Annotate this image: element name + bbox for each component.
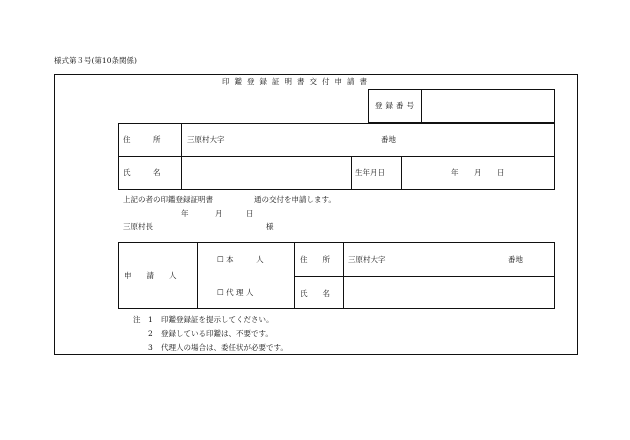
option-proxy[interactable]: ☐ 代 理 人 [217,288,254,297]
notes-header: 注 [133,315,141,324]
requester-address-label: 住 所 [300,255,330,264]
note-1-text: 印鑑登録証を提示してください。 [161,315,274,324]
statement-line1-b: 通の交付を申請します。 [254,195,336,204]
addressee-honorific: 様 [266,222,274,231]
copies-field[interactable] [221,194,251,204]
dob-day: 日 [497,168,505,177]
dob-month: 月 [474,168,482,177]
requester-address-field[interactable] [395,245,503,273]
note-1-num: 1 [148,315,153,324]
address-label: 住 所 [123,135,161,144]
requester-label: 申 請 人 [124,271,177,280]
date-year: 年 [181,209,189,218]
note-3-num: 3 [148,343,153,352]
date-month: 月 [215,209,223,218]
note-2-num: 2 [148,329,153,338]
dob-year: 年 [451,168,459,177]
requester-address-suffix: 番地 [508,255,523,264]
statement-line1-a: 上記の者の印鑑登録証明書 [123,195,213,204]
address-prefix: 三原村大字 [187,135,225,144]
note-3-text: 代理人の場合は、委任状が必要です。 [161,343,288,352]
requester-name-field[interactable] [346,279,552,306]
name-field[interactable] [184,159,348,187]
reg-number-field[interactable] [424,92,552,120]
address-suffix: 番地 [381,135,396,144]
requester-name-label: 氏 名 [300,289,330,298]
name-label: 氏 名 [123,168,161,177]
dob-field[interactable] [404,159,552,187]
option-self[interactable]: ☐ 本 人 [217,255,264,264]
requester-address-prefix: 三原村大字 [348,255,386,264]
reg-number-label: 登録番号 [375,101,417,110]
note-2-text: 登録している印鑑は、不要です。 [161,329,273,338]
form-number: 様式第３号(第10条関係) [54,56,137,65]
addressee: 三原村長 [123,222,153,231]
dob-label: 生年月日 [355,168,385,177]
form-title: 印鑑登録証明書交付申請書 [222,77,372,86]
address-field[interactable] [235,126,375,153]
date-day: 日 [246,209,254,218]
